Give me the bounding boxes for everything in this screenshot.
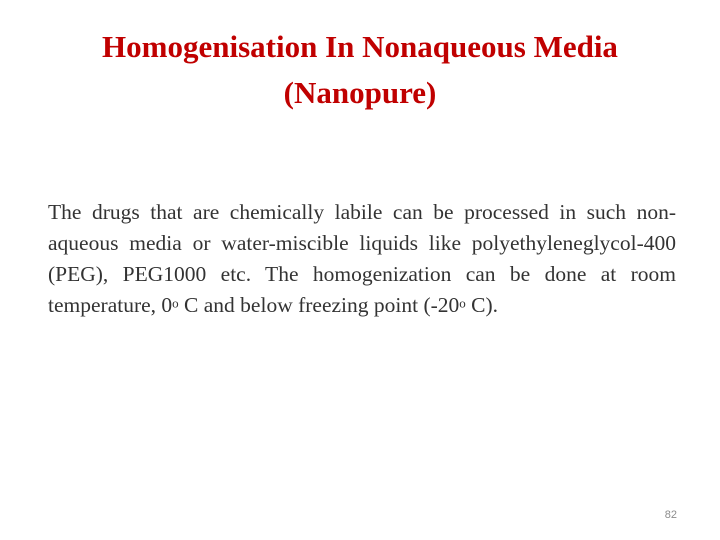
body-paragraph [48,197,676,321]
slide-title [40,24,680,116]
degree-symbol: o [172,295,179,311]
page-number: 82 [664,509,677,521]
body-text-part-3: C). [465,293,499,317]
title-line-1: Homogenisation In Nonaqueous Media [102,29,618,64]
body-text-part-1: The drugs that are chemically labile can be processed in such non-aqueous media or water-miscible liquids like polyethyleneglycol-400 (PEG), PEG1000 etc. The homogenization can be done at room temperature, 0 [48,200,676,317]
title-line-2: (Nanopure) [283,75,437,110]
body-text-part-2: C and below freezing point (-20 [178,293,460,317]
degree-symbol: o [459,295,466,311]
